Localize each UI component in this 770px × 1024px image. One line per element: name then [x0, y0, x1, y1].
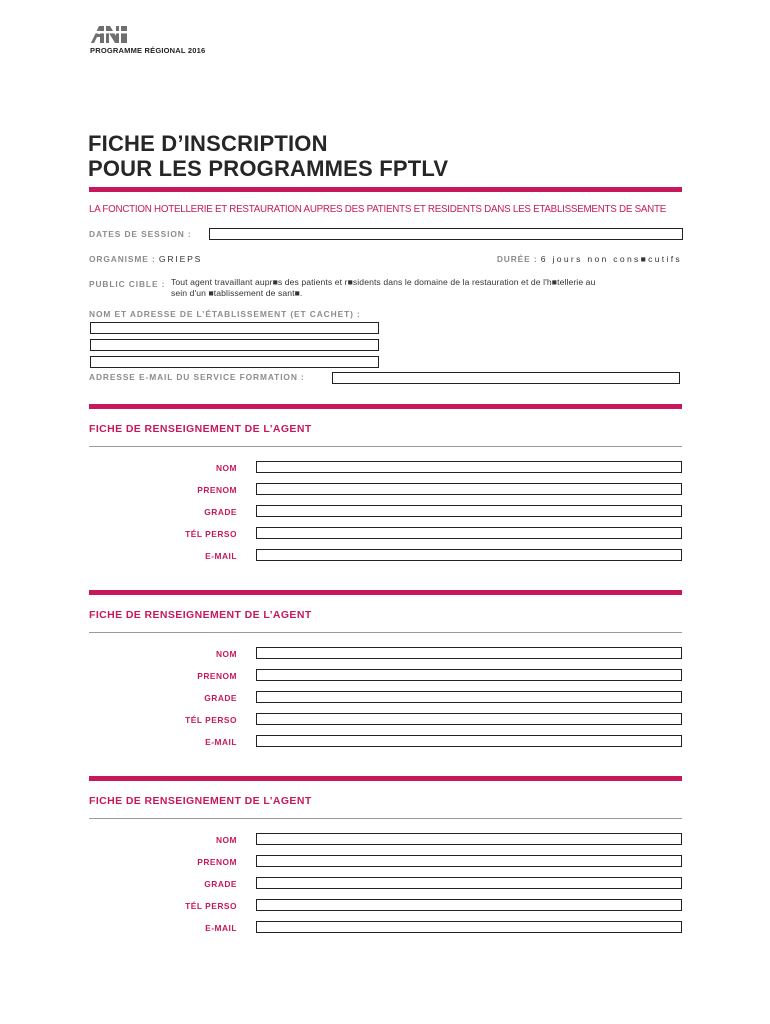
agent2-nom-field[interactable]: [256, 647, 682, 659]
agent2-prenom-label: PRENOM: [197, 671, 237, 681]
public-cible-line1: Tout agent travaillant aupr■s des patients et r■sidents dans le domaine de la restauration et de l'h■tellerie au: [171, 277, 596, 287]
agent2-email-label: E-MAIL: [205, 737, 237, 747]
duree-value: 6 jours non cons■cutifs: [540, 254, 682, 264]
agent1-email-label: E-MAIL: [205, 551, 237, 561]
agent1-tel-field[interactable]: [256, 527, 682, 539]
agent3-divider: [89, 776, 682, 781]
agent3-email-label: E-MAIL: [205, 923, 237, 933]
agent3-email-field[interactable]: [256, 921, 682, 933]
agent3-grade-label: GRADE: [204, 879, 237, 889]
dates-session-field[interactable]: [209, 228, 683, 240]
agent1-nom-label: NOM: [215, 463, 237, 473]
organisme-row: [89, 254, 202, 264]
duree-label: DURÉE :: [496, 254, 538, 264]
etablissement-field-3[interactable]: [90, 356, 379, 368]
agent2-nom-label: NOM: [215, 649, 237, 659]
dates-session-label: DATES DE SESSION :: [89, 229, 192, 239]
program-label: PROGRAMME RÉGIONAL 2016: [90, 46, 206, 55]
agent2-title: FICHE DE RENSEIGNEMENT DE L’AGENT: [89, 609, 312, 621]
agent3-nom-label: NOM: [215, 835, 237, 845]
agent1-prenom-label: PRENOM: [197, 485, 237, 495]
agent1-grade-label: GRADE: [204, 507, 237, 517]
etablissement-field-2[interactable]: [90, 339, 379, 351]
public-cible-line2: sein d'un ■tablissement de sant■.: [171, 288, 303, 298]
public-cible-label: PUBLIC CIBLE :: [89, 279, 166, 289]
etablissement-field-1[interactable]: [90, 322, 379, 334]
agent1-grade-field[interactable]: [256, 505, 682, 517]
agent2-email-field[interactable]: [256, 735, 682, 747]
page-title-line1: FICHE D’INSCRIPTION: [88, 131, 328, 156]
agent1-email-field[interactable]: [256, 549, 682, 561]
public-cible-text: [171, 277, 683, 299]
agent2-prenom-field[interactable]: [256, 669, 682, 681]
agent3-nom-field[interactable]: [256, 833, 682, 845]
agent3-tel-field[interactable]: [256, 899, 682, 911]
agent1-nom-field[interactable]: [256, 461, 682, 473]
agent2-divider: [89, 590, 682, 595]
duree-row: [497, 254, 682, 264]
organisme-label: ORGANISME :: [89, 254, 156, 264]
agent3-prenom-field[interactable]: [256, 855, 682, 867]
agent2-grade-label: GRADE: [204, 693, 237, 703]
agent1-divider: [89, 404, 682, 409]
agent2-grade-field[interactable]: [256, 691, 682, 703]
training-subtitle: LA FONCTION HOTELLERIE ET RESTAURATION AUPRES DES PATIENTS ET RESIDENTS DANS LES ETABLISSEMENTS DE SANTE: [89, 204, 666, 215]
page-title-line2: POUR LES PROGRAMMES FPTLV: [88, 156, 449, 181]
agent3-title: FICHE DE RENSEIGNEMENT DE L’AGENT: [89, 795, 312, 807]
agent3-rule: [89, 818, 682, 819]
etablissement-label: NOM ET ADRESSE DE L’ÉTABLISSEMENT (ET CACHET) :: [89, 309, 361, 319]
agent1-title: FICHE DE RENSEIGNEMENT DE L’AGENT: [89, 423, 312, 435]
email-formation-field[interactable]: [332, 372, 680, 384]
agent3-grade-field[interactable]: [256, 877, 682, 889]
agent1-tel-label: TÉL PERSO: [185, 529, 237, 539]
organisme-value: GRIEPS: [158, 254, 203, 264]
agent3-prenom-label: PRENOM: [197, 857, 237, 867]
email-formation-label: ADRESSE E-MAIL DU SERVICE FORMATION :: [89, 372, 305, 382]
agent1-prenom-field[interactable]: [256, 483, 682, 495]
agent1-rule: [89, 446, 682, 447]
agent2-tel-label: TÉL PERSO: [185, 715, 237, 725]
anfh-logo: [90, 24, 128, 44]
agent2-tel-field[interactable]: [256, 713, 682, 725]
agent3-tel-label: TÉL PERSO: [185, 901, 237, 911]
agent2-rule: [89, 632, 682, 633]
title-divider: [89, 187, 682, 192]
